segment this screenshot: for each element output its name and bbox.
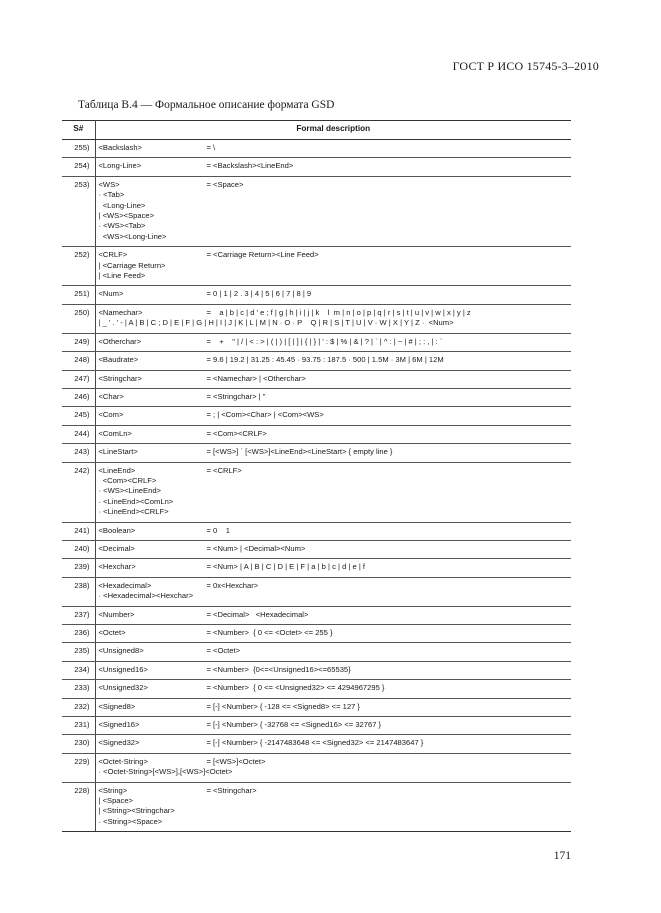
table-row: [62, 606, 571, 624]
rule-number: 233): [62, 680, 95, 698]
rule-number: 229): [62, 753, 95, 782]
rule-definition: = 0x<Hexchar>: [206, 580, 259, 590]
rule-nonterminal: <Backslash>: [98, 143, 142, 152]
rule-description: [95, 643, 571, 661]
rule-alternative: · <LineEnd><ComLn>: [98, 496, 174, 506]
rule-description: [95, 625, 571, 643]
rule-lhs: [99, 289, 207, 299]
rule-definition: = <Number> { 0 <= <Octet> <= 255 }: [206, 628, 333, 637]
rule-lhs: [99, 355, 207, 365]
rule-definition: = <Backslash><LineEnd>: [206, 161, 294, 171]
rule-definition: = <Carriage Return><Line Feed>: [206, 250, 319, 260]
rule-number: 234): [62, 661, 95, 679]
bnf-rule: [99, 308, 569, 318]
table-row: [62, 661, 571, 679]
rule-nonterminal: <Hexadecimal>: [98, 580, 152, 590]
rule-description: [95, 735, 571, 753]
rule-description: [95, 407, 571, 425]
bnf-rule: [99, 581, 569, 602]
bnf-rule: [99, 646, 569, 656]
bnf-rule: [99, 683, 569, 693]
rule-definition: = a | b | c | d ' e ; f | g | h | i | j | k l m | n | o | p | q | r | s | t | u | v | w | x | y | z: [206, 307, 471, 317]
rule-description: [95, 540, 571, 558]
rule-definition: = <Number> { 0 <= <Unsigned32> <= 4294967295 }: [206, 683, 385, 693]
rule-number: 232): [62, 698, 95, 716]
rule-definition: = <Num> | A | B | C | D | E | F | a | b | c | d | e | f: [206, 562, 366, 572]
rule-lhs: [99, 308, 207, 318]
rule-lhs: [99, 786, 207, 828]
rule-definition: = <Number> {0<=<Unsigned16><=65535}: [206, 664, 351, 674]
rule-nonterminal: <Com>: [98, 410, 124, 420]
table-row: [62, 425, 571, 443]
rule-nonterminal: <Char>: [98, 391, 124, 401]
rule-definition: = 9.6 | 19.2 | 31.25 : 45.45 · 93.75 : 187.5 · 500 | 1.5M · 3M | 6M | 12M: [206, 355, 444, 365]
rule-lhs: [99, 374, 207, 384]
rule-lhs: [99, 392, 207, 402]
rule-number: 249): [62, 333, 95, 351]
rule-number: 255): [62, 140, 95, 158]
rule-description: [95, 577, 571, 606]
rule-description: [95, 661, 571, 679]
rule-description: [95, 247, 571, 286]
bnf-rule: [99, 447, 569, 457]
rule-lhs: [99, 665, 207, 675]
rule-lhs: [98, 756, 233, 778]
rule-nonterminal: <Hexchar>: [98, 562, 136, 572]
rule-nonterminal: <Num>: [98, 289, 124, 299]
table-row: [62, 140, 571, 158]
rule-description: [95, 158, 571, 176]
rule-lhs: [99, 646, 207, 656]
bnf-rule: [99, 180, 569, 242]
rule-nonterminal: <CRLF>: [98, 250, 128, 260]
rule-description: [95, 522, 571, 540]
rule-alternative: | <Carriage Return>: [98, 260, 166, 270]
bnf-rule: [99, 610, 569, 620]
rule-number: 253): [62, 176, 95, 246]
bnf-rule: [99, 374, 569, 384]
rule-nonterminal: <LineStart>: [98, 447, 138, 457]
rule-alternative: | <Line Feed>: [98, 271, 146, 281]
rule-lhs: [99, 562, 207, 572]
rule-lhs: [99, 738, 207, 748]
rule-nonterminal: <Signed32>: [98, 738, 140, 748]
rule-description: [95, 753, 571, 782]
rule-alternative: · <WS><Tab>: [98, 221, 146, 231]
rule-alternative: | <Space>: [98, 796, 133, 806]
rule-description: [95, 680, 571, 698]
table-caption: Таблица В.4 — Формальное описание формата GSD: [78, 99, 335, 111]
rule-definition: = [-] <Number> { -128 <= <Signed8> <= 127 }: [206, 701, 360, 711]
rule-number: 231): [62, 717, 95, 735]
bnf-rule: [99, 786, 569, 828]
rule-alternative: · <Hexadecimal><Hexchar>: [98, 591, 194, 601]
rule-description: [95, 140, 571, 158]
rule-nonterminal: <Unsigned8>: [98, 646, 144, 656]
rule-number: 254): [62, 158, 95, 176]
rule-number: 230): [62, 735, 95, 753]
bnf-rule: [99, 337, 569, 347]
rule-number: 244): [62, 425, 95, 443]
rule-lhs: [99, 466, 207, 518]
rule-definition-continuation: | _ ' . ' - | A | B | C ; D | E | F | G | H | I | J | K | L | M | N · O · P Q | R | S | T | U | V · W | X | Y | Z · <Num>: [98, 318, 454, 328]
rule-definition: = [-] <Number> { -2147483648 <= <Signed32> <= 2147483647 }: [206, 738, 424, 748]
rule-number: 242): [62, 462, 95, 522]
rule-definition: = <Stringchar>: [206, 785, 257, 795]
table-row: [62, 559, 571, 577]
rule-definition: = <Namechar> | <Otherchar>: [206, 373, 306, 383]
table-row: [62, 735, 571, 753]
rule-definition: = <CRLF>: [206, 465, 242, 475]
rule-description: [95, 444, 571, 462]
bnf-rule: [99, 466, 569, 518]
rule-definition: = 0 1: [206, 525, 230, 535]
page-number: 171: [553, 850, 571, 862]
rule-definition: = <Decimal> <Hexadecimal>: [206, 609, 309, 619]
bnf-rule: [99, 702, 569, 712]
rule-nonterminal: <Namechar>: [98, 307, 143, 317]
rule-alternative: · <WS><LineEnd>: [98, 486, 161, 496]
rule-description: [95, 352, 571, 370]
rule-description: [95, 304, 571, 333]
table-row: [62, 462, 571, 522]
rule-description: [95, 606, 571, 624]
rule-alternative: | <WS><Space>: [98, 211, 155, 221]
rule-lhs: [99, 143, 207, 153]
rule-nonterminal: <Signed8>: [98, 701, 136, 711]
rule-number: 245): [62, 407, 95, 425]
rule-description: [95, 333, 571, 351]
rule-definition: = ; | <Com><Char> | <Com><WS>: [206, 410, 324, 420]
table-row: [62, 388, 571, 406]
rule-nonterminal: <ComLn>: [98, 428, 132, 438]
table-header-row: [62, 121, 571, 140]
table-row: [62, 176, 571, 246]
rule-lhs: [99, 161, 207, 171]
table-row: [62, 407, 571, 425]
table-row: [62, 643, 571, 661]
rule-definition: = + " | / | < : > | ( | ) | [ | ] | { | } | ' : $ | % | & | ? | ` | ^ : | ~ | # | ; : , | : `: [206, 336, 443, 346]
rule-number: 247): [62, 370, 95, 388]
rule-definition: = [<WS>]<Octet>: [206, 756, 266, 766]
rule-description: [95, 286, 571, 304]
rule-number: 251): [62, 286, 95, 304]
rule-definition: = 0 | 1 | 2 . 3 | 4 | 5 | 6 | 7 | 8 | 9: [206, 289, 312, 299]
table-row: [62, 540, 571, 558]
column-header-number: S#: [62, 121, 95, 140]
rule-lhs: [99, 447, 207, 457]
rule-alternative: · <LineEnd><CRLF>: [98, 507, 169, 517]
rule-nonterminal: <Long-Line>: [98, 161, 142, 171]
bnf-rule: [99, 757, 569, 778]
rule-nonterminal: <Decimal>: [98, 543, 135, 553]
rule-number: 239): [62, 559, 95, 577]
rule-nonterminal: <Boolean>: [98, 525, 136, 535]
rule-definition: = [<WS>] ` [<WS>]<LineEnd><LineStart> { empty line }: [206, 447, 393, 457]
rule-alternative: <Long-Line>: [98, 200, 146, 210]
rule-number: 238): [62, 577, 95, 606]
rule-description: [95, 698, 571, 716]
rule-number: 246): [62, 388, 95, 406]
bnf-rule: [99, 410, 569, 420]
rule-number: 248): [62, 352, 95, 370]
rule-alternative: <Com><CRLF>: [98, 475, 157, 485]
rule-lhs: [99, 628, 207, 638]
rule-number: 237): [62, 606, 95, 624]
rule-description: [95, 370, 571, 388]
rule-number: 240): [62, 540, 95, 558]
table-row: [62, 782, 571, 832]
rule-description: [95, 462, 571, 522]
bnf-rule: [99, 355, 569, 365]
rule-alternative: · <Tab>: [98, 190, 125, 200]
bnf-rule: [99, 562, 569, 572]
rule-description: [95, 559, 571, 577]
table-row: [62, 577, 571, 606]
rule-alternative: | <String><Stringchar>: [98, 806, 175, 816]
rule-nonterminal: <Unsigned16>: [98, 664, 148, 674]
rule-nonterminal: <Number>: [98, 609, 135, 619]
rule-lhs: [99, 544, 207, 554]
rule-lhs: [99, 337, 207, 347]
rule-definition: = <Octet>: [206, 646, 241, 656]
rule-lhs: [99, 581, 207, 602]
table-row: [62, 698, 571, 716]
table-row: [62, 286, 571, 304]
rule-nonterminal: <Unsigned32>: [98, 683, 148, 693]
rule-lhs: [99, 610, 207, 620]
rule-lhs: [99, 429, 207, 439]
rule-definition: = <Space>: [206, 179, 244, 189]
table-row: [62, 753, 571, 782]
rule-description: [95, 176, 571, 246]
rule-lhs: [99, 683, 207, 693]
rule-number: 252): [62, 247, 95, 286]
table-row: [62, 680, 571, 698]
table-row: [62, 333, 571, 351]
rule-definition: = <Stringchar> | ": [206, 391, 266, 401]
rule-lhs: [99, 702, 207, 712]
rule-nonterminal: <Octet-String>: [98, 756, 148, 766]
rule-lhs: [99, 410, 207, 420]
bnf-rule: [99, 429, 569, 439]
rule-alternative: · <String><Space>: [98, 816, 163, 826]
rule-lhs: [99, 250, 207, 281]
table-row: [62, 444, 571, 462]
bnf-rule: [99, 392, 569, 402]
rule-number: 236): [62, 625, 95, 643]
table-body: [62, 140, 571, 832]
bnf-rule: [99, 526, 569, 536]
rule-definition: = <Num> | <Decimal><Num>: [206, 543, 306, 553]
table-row: [62, 717, 571, 735]
rule-description: [95, 425, 571, 443]
bnf-rule: [99, 289, 569, 299]
table-row: [62, 625, 571, 643]
rule-number: 228): [62, 782, 95, 832]
table-row: [62, 247, 571, 286]
rule-description: [95, 782, 571, 832]
formal-description-table: [62, 120, 571, 832]
rule-nonterminal: <String>: [98, 785, 128, 795]
rule-number: 243): [62, 444, 95, 462]
bnf-rule: [99, 720, 569, 730]
rule-nonterminal: <Otherchar>: [98, 336, 142, 346]
rule-nonterminal: <Stringchar>: [98, 373, 142, 383]
table-row: [62, 352, 571, 370]
bnf-rule: [99, 628, 569, 638]
table-row: [62, 304, 571, 333]
rule-nonterminal: <Octet>: [98, 628, 126, 637]
rule-number: 250): [62, 304, 95, 333]
rule-definition: = <Com><CRLF>: [206, 428, 267, 438]
rule-definition: = \: [206, 143, 216, 152]
table-row: [62, 370, 571, 388]
bnf-rule: [99, 250, 569, 281]
rule-nonterminal: <Baudrate>: [98, 355, 139, 365]
column-header-description: Formal description: [95, 121, 571, 140]
rule-lhs: [99, 526, 207, 536]
rule-number: 241): [62, 522, 95, 540]
page-header-standard: ГОСТ Р ИСО 15745-3–2010: [452, 59, 599, 73]
rule-description: [95, 388, 571, 406]
bnf-rule: [99, 544, 569, 554]
rule-alternative: <WS><Long-Line>: [98, 231, 167, 241]
rule-nonterminal: <LineEnd>: [98, 465, 136, 475]
rule-number: 235): [62, 643, 95, 661]
table-row: [62, 522, 571, 540]
bnf-rule: [99, 738, 569, 748]
rule-definition: = [-] <Number> { -32768 <= <Signed16> <= 32767 }: [206, 720, 382, 730]
rule-nonterminal: <Signed16>: [98, 720, 140, 730]
rule-lhs: [99, 180, 207, 242]
rule-nonterminal: <WS>: [98, 179, 120, 189]
rule-alternative: · <Octet-String>[<WS>],[<WS>]<Octet>: [98, 767, 233, 777]
bnf-rule: [99, 143, 569, 153]
bnf-rule: [99, 665, 569, 675]
rule-description: [95, 717, 571, 735]
table-row: [62, 158, 571, 176]
bnf-rule: [99, 161, 569, 171]
rule-lhs: [99, 720, 207, 730]
